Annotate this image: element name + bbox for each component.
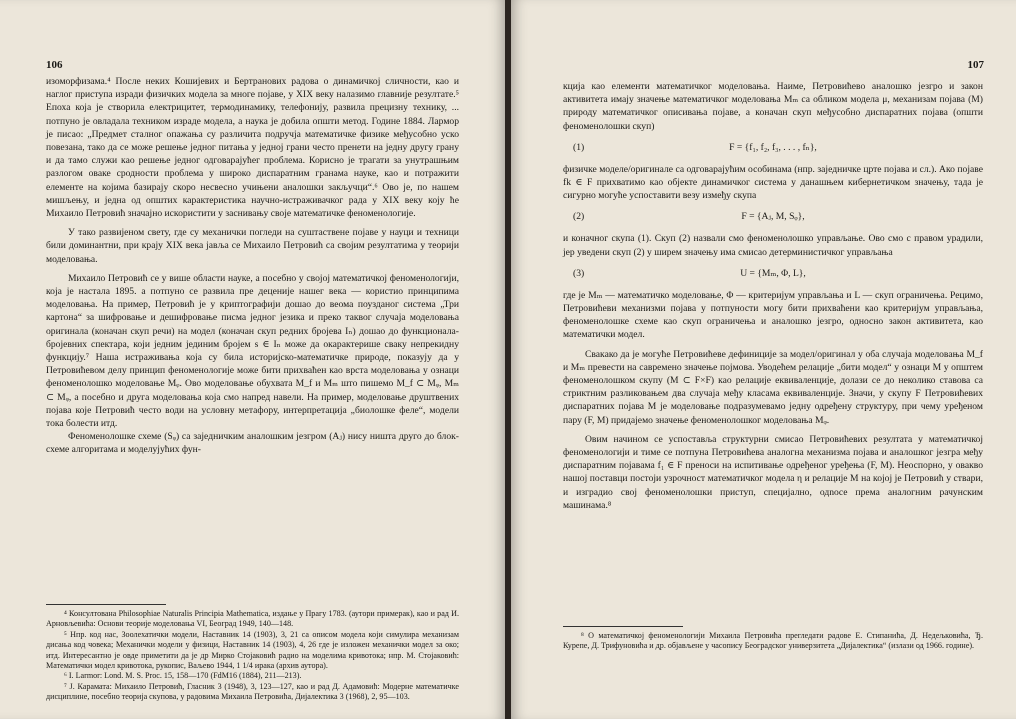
- equation-3: [563, 265, 983, 283]
- paragraph: Феноменолошке схеме (Sᵩ) са заједничким аналошким језгром (Aⱼ) нису ништа друго до блок-схеме алгоритама и моделујућих фун-: [46, 431, 459, 456]
- equation: F = {Aⱼ, M, Sᵩ},: [741, 211, 805, 223]
- footnote: ⁶ I. Larmor: Lond. M. S. Proc. 15, 158—170 (FdM16 (1884), 211—213).: [64, 671, 302, 681]
- footnote: ⁷ J. Карамата: Михаило Петровић, Гласник 3 (1948), 3, 123—127, као и рад Д. Адамовић: Модерне математичке дисциплине, посебно теорија скупова, у радовима Михаила Петровића, Дијалектика 3 (1968), 2, 95—103.: [46, 681, 459, 702]
- equation-number: (2): [573, 211, 585, 223]
- footnote: ⁵ Нпр. код нас, Зоолехатички модели, Наставник 14 (1903), 3, 21 са описом модела који симулира механизам дисања код човека; Механички модели у физици, Наставник 14 (1903), 4, 26 где је изложен механички модел за око; итд. Интересантно је овде приметити да је др Мирко Стојаковић радио на моделима кривотока; нпр. М. Стојаковић: Математички модел кривотока, рукопис, Ваљево 1944, 1 1/4 ирака (архив аутора).: [46, 629, 459, 671]
- equation-1: [563, 139, 983, 157]
- page-number: 106: [46, 59, 63, 71]
- equation-2: [563, 208, 983, 226]
- left-body-text: [46, 75, 459, 457]
- right-page: [511, 0, 1016, 719]
- paragraph: изоморфизама.⁴ После неких Кошијевих и Бертранових радова о динамичкој сличности, као и наглог приступа изради физичких модела за многе појаве, у XIX веку налазимо главније резултате.⁵ Епоха која је створила електрицитет, термодинамику, телефонију, развила прецизну технику, ... потпуно је овладала техником израде модела, а наука је добила општи метод. Године 1884. Лармор је писао: „Предмет сталног опажања су различита подручја математичке физике међусобно уско повезана, тако да се може решење једног питања у једној грани често пренети на једну другу грану и да тамо служи као решење једног одговарајућег проблема. Корисно је трагати за унутрашњим разлогом оваке сродности проблема у широко диспаратним гранама науке, као и потражити елементе на којима базирају скоро несвесно учињени аналошки закључци“.⁶ Ово је, по нашем мишљењу, и једна од општих карактеристика научно-истраживачког рада у XIX веку коју ће Михаило Петровић значајно искористити у заснивању своје математичке феноменологије.: [46, 76, 459, 220]
- paragraph: где је Mₘ — математичко моделовање, Φ — критеријум управљања и L — скуп ограничења. Рецимо, Петровићеви механизми појава у потпуности могу бити прихваћени као критеријум управљања, феноменолошке схеме као скуп ограничења и аналошко језгро, односно закон активитета, као математички модел.: [563, 289, 983, 341]
- page-number: 107: [967, 59, 984, 71]
- paragraph: и коначног скупа (1). Скуп (2) назвали смо феноменолошко управљање. Ово смо с правом урадили, јер уведени скуп (2) у ширем значењу има смисао детерминистичког управљања: [563, 233, 983, 258]
- right-footnotes: [563, 620, 983, 652]
- paragraph: У тако развијеном свету, где су механички погледи на суштаствене појаве у науци и техници били доминантни, при крају XIX века јавља се Михаило Петровић са својим резултатима у теорији моделовања.: [46, 227, 459, 265]
- left-footnotes: [46, 598, 459, 703]
- paragraph: кција као елементи математичког моделовања. Наиме, Петровићево аналошко језгро и закон активитета имају значење математичког моделовања Mₘ са обликом модела μ, механизам појава (M) природу математичког описивања појаве, а коначан скуп међусобно диспаратних појава (општи феноменолошки скуп): [563, 81, 983, 132]
- paragraph: физичке моделе/оригинале са одговарајућим особинама (нпр. заједничке црте појава и сл.). Ако појаве fk ∈ F прихватимо као објекте динамичког система у данашњем кибернетичком значењу, тада је сигурно могуће успоставити везу између скупа: [563, 163, 983, 202]
- equation-number: (1): [573, 141, 585, 153]
- paragraph: Свакако да је могуће Петровићеве дефиниције за модел/оригинал у оба случаја моделовања M_f и Mₘ превести на савремено значење појмова. Уводећем релације „бити модел“ у ознаци M у општем феноменолошком скупу (M ⊂ F×F) као релације еквиваленције, долази се до неколико ставова са стриктним разликовањем два случаја међу класама еквиваленције. Значи, у скупу F Петровићевих диспаратних појава M је моделовање подразумевамо једну одређену структуру, при чему уређеном пару (F, M) придајемо значење феноменолошког моделовања Mᵩ.: [563, 348, 983, 426]
- right-body-text: [563, 80, 983, 512]
- footnote: ⁴ Консултована Philosophiae Naturalis Principia Mathematica, издање у Прагу 1783. (аутори примерак), као и рад И. Арновљевића: Основи теорије моделовања VI, Београд 1949, 140—148.: [46, 609, 459, 629]
- equation: U = {Mₘ, Φ, L},: [740, 267, 806, 279]
- paragraph: Михаило Петровић се у више области науке, а посебно у својој математичкој феноменологији, која је настала 1895. а потпуно се развила пре деценије нашег века — користио принципима моделовања. На пример, Петровић је у криптографији дошао до веома поузданог система „Три картона“ за шифровање и дешифровање писма једног језика и преко таквог случаја моделовања оригинала (коначан скуп речи) на модел (коначан скуп редних бројева Iₙ) дошао до функционала-бројевних спектара, који једним јединим бројем s ∈ Iₙ може да окарактерише сваку непрекидну функцију.⁷ Наша истраживања која су била историјско-математичке природе, показују да у Петровићевом делу принцип феноменологије може бити прихваћен као врста моделовања у ознаци феноменолошко моделовање Mᵩ. Ово моделовање обухвата M_f и Mₘ што пишемо M_f ⊂ Mᵩ, Mₘ ⊂ Mᵩ, а посебно и друга моделовања која смо напред навели. На пример, моделовање друштвених појава које Петровић често води на условну метафору, интерпретација „биолошке феле“, модели тока болести итд.: [46, 272, 459, 430]
- left-page: [0, 0, 505, 719]
- footnote: ⁸ О математичкој феноменологији Михаила Петровића прегледати радове Е. Стипанића, Д. Недељковића, Ђ. Курепе, Д. Трифуновића и др. објављене у часопису Београдског универзитета „Дијалектика“ (излази од 1966. године).: [563, 631, 983, 651]
- footnote-divider: [563, 626, 683, 627]
- paragraph: Овим начином се успоставља структурни смисао Петровићевих резултата у математичкој феноменологији и тиме се потпуна Петровићева аналогна механизма појава и аналошког језгра међу диспаратним појавама f₁ ∈ F преноси на испитивање одређеног уређења (F, M). Неоспорно, у овакво нашој поставци постоји узрочност математичког модела η и релације M на којој је Петровић у ствари, и изградио свој феноменолошки приступ, специјално, одnoсе према аналогним рачунским машинама.⁸: [563, 433, 983, 511]
- footnote-divider: [46, 604, 166, 605]
- equation: F = {f₁, f₂, f₃, . . . , fₙ},: [729, 141, 817, 153]
- equation-number: (3): [573, 267, 585, 279]
